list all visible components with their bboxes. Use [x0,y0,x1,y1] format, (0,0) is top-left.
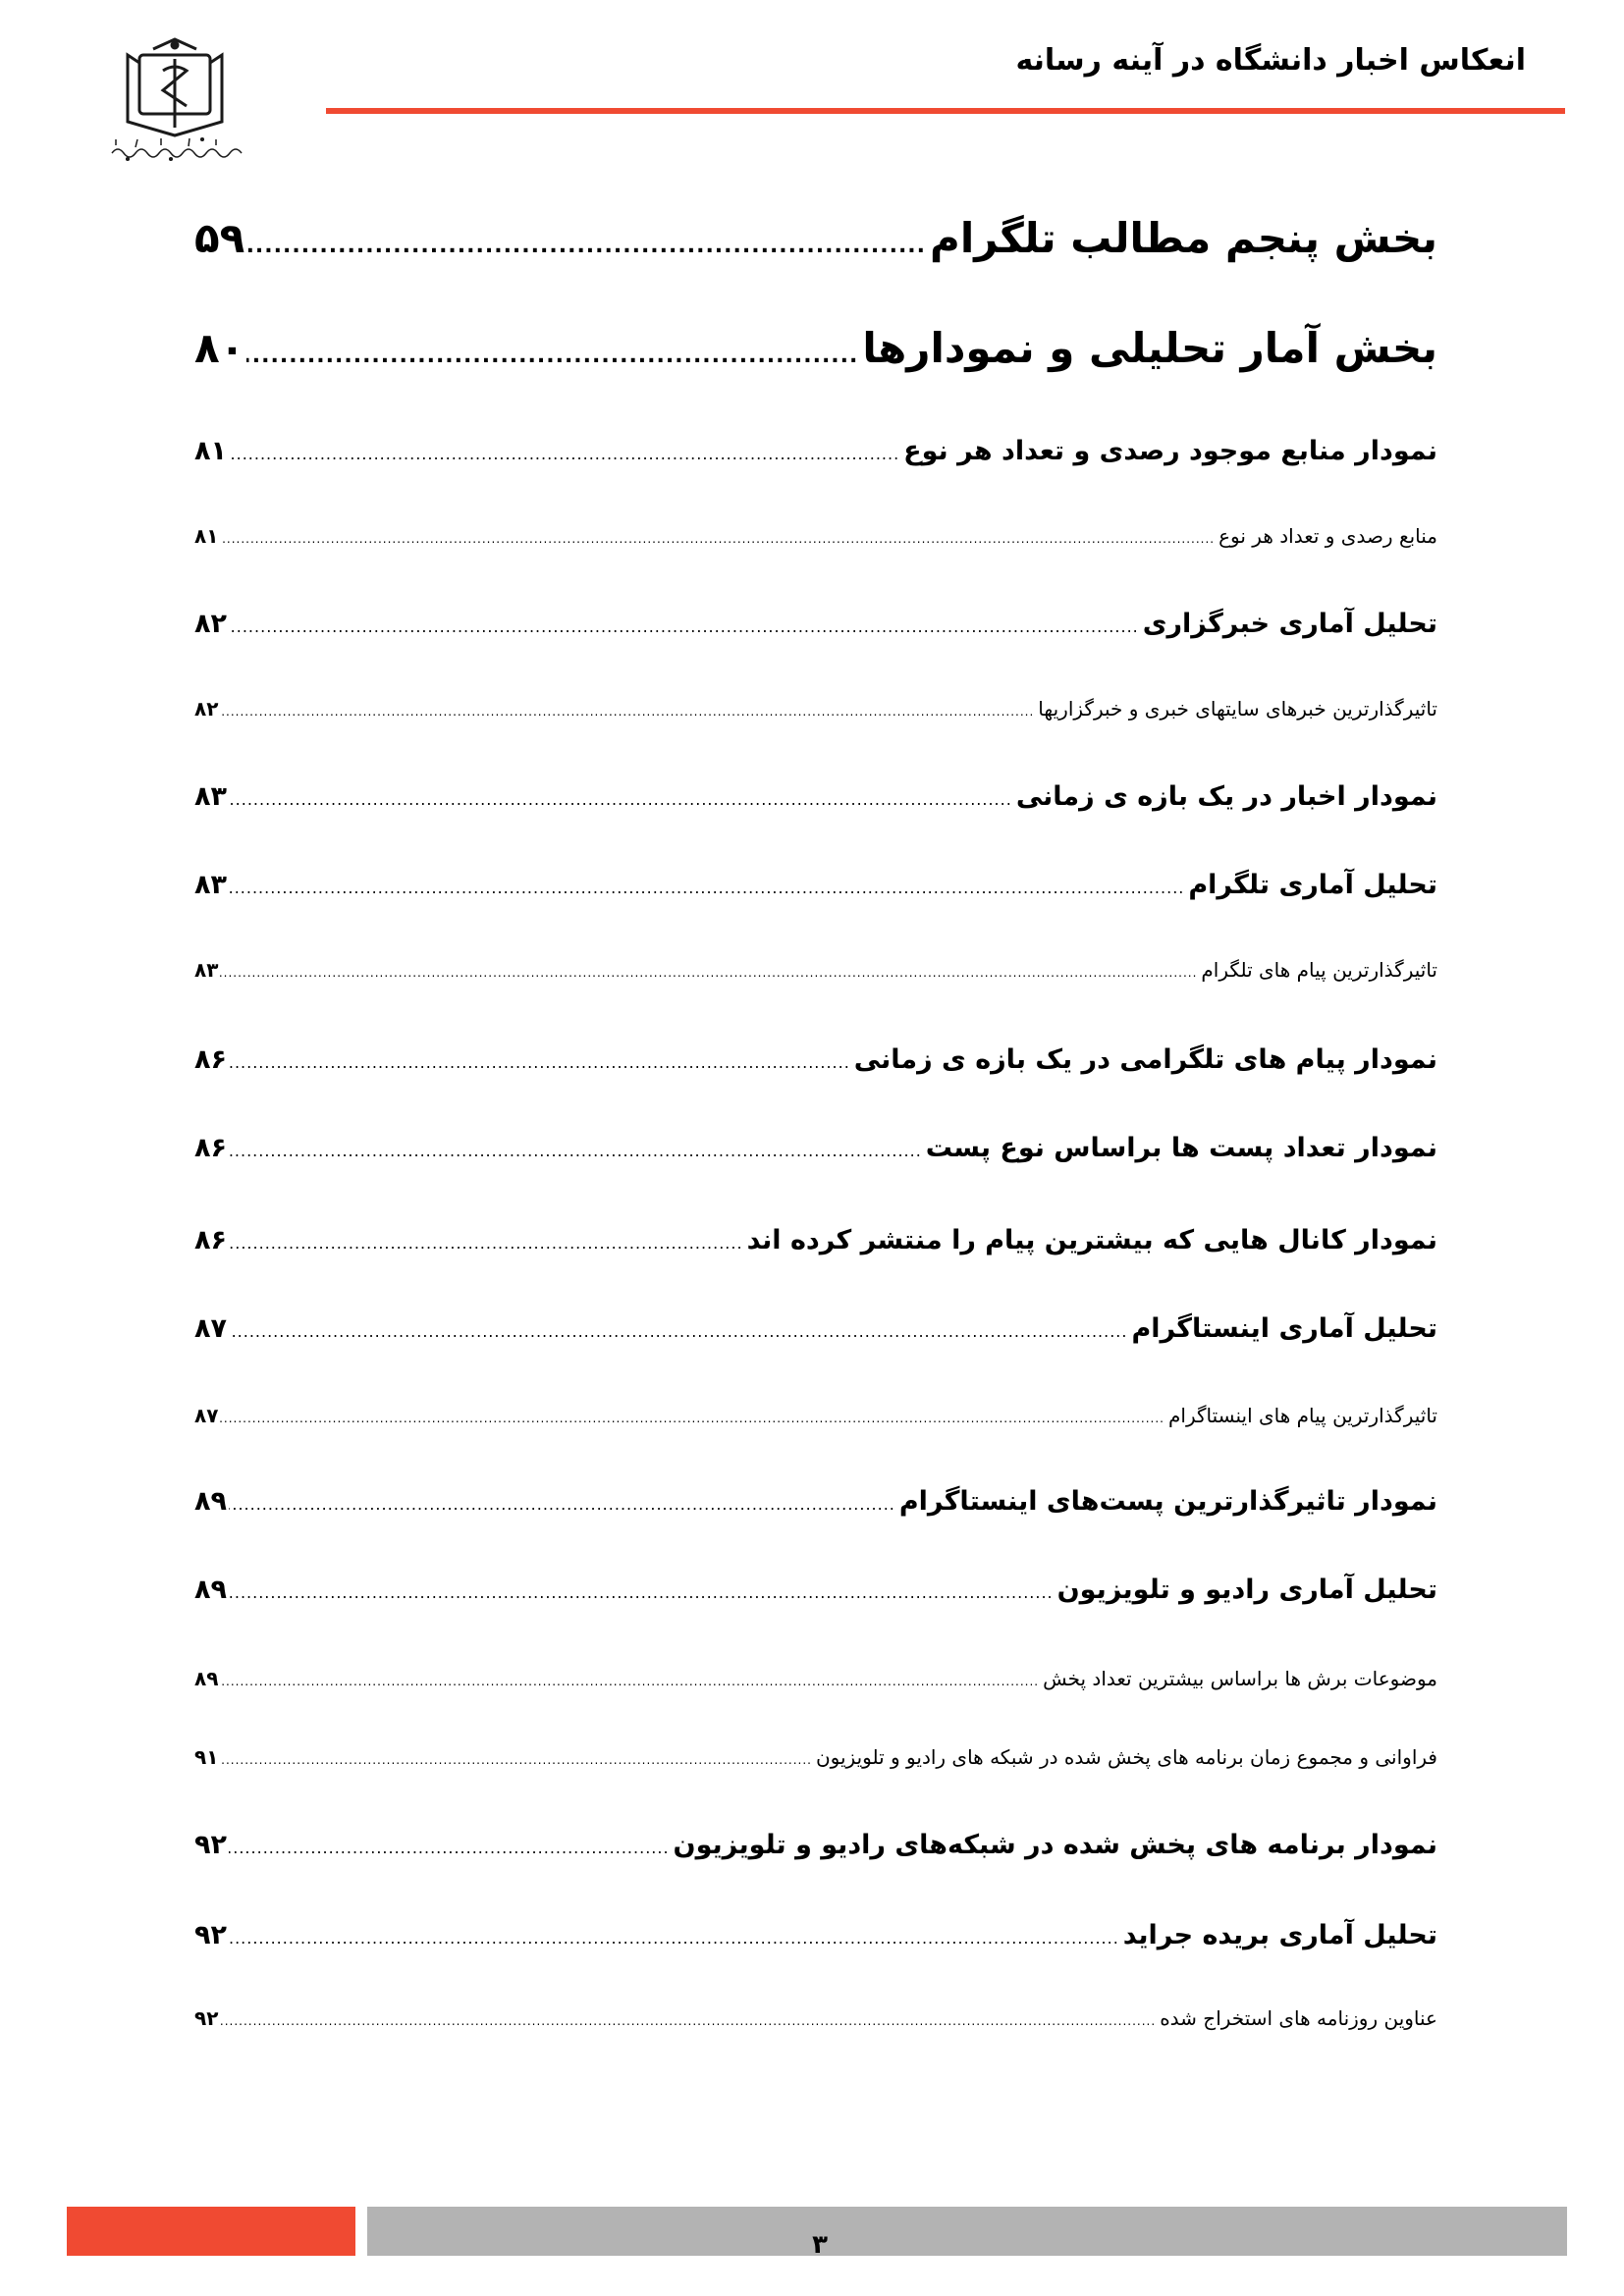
toc-dot-leader [229,617,1139,636]
toc-page-number: ۸۶ [194,1133,227,1163]
toc-entry-title: عناوین روزنامه های استخراج شده [1160,2006,1437,2030]
toc-entry[interactable] [194,2006,1437,2030]
toc-page-number: ۹۲ [194,1830,227,1860]
toc-entry[interactable] [194,1667,1437,1690]
toc-page-number: ۸۲ [194,609,227,639]
toc-entry[interactable] [194,958,1437,982]
toc-entry-title: تاثیرگذارترین پیام های تلگرام [1201,958,1437,982]
toc-entry[interactable] [194,1830,1437,1860]
toc-dot-leader [229,1053,850,1072]
toc-entry-title: نمودار منابع موجود رصدی و تعداد هر نوع [903,436,1437,466]
toc-entry-title: تحلیل آماری خبرگزاری [1142,609,1437,639]
toc-entry[interactable] [194,1745,1437,1769]
toc-entry[interactable] [194,1313,1437,1344]
toc-dot-leader [229,1839,670,1857]
toc-dot-leader [229,1142,922,1160]
toc-entry-title: نمودار کانال هایی که بیشترین پیام را منتشر کرده اند [746,1225,1437,1255]
toc-dot-leader [220,532,1215,546]
toc-entry-title: فراوانی و مجموع زمان برنامه های پخش شده در شبکه های رادیو و تلویزیون [815,1745,1437,1769]
toc-entry-title: نمودار اخبار در یک بازه ی زمانی [1015,781,1437,812]
toc-dot-leader [229,790,1012,809]
toc-entry-title: موضوعات برش ها براساس بیشترین تعداد پخش [1043,1667,1437,1690]
toc-page-number: ۸۷ [194,1404,219,1427]
toc-entry[interactable] [194,324,1437,372]
toc-dot-leader [229,1322,1128,1341]
toc-page-number: ۸۳ [194,958,219,982]
toc-dot-leader [220,1412,1164,1425]
toc-page-number: ۹۲ [194,1920,227,1950]
footer-accent-bar [67,2207,355,2256]
toc-dot-leader [229,879,1184,897]
toc-entry-title: تحلیل آماری بریده جراید [1122,1920,1437,1950]
toc-dot-leader [229,445,899,463]
toc-entry-title: نمودار برنامه های پخش شده در شبکه‌های رادیو و تلویزیون [673,1830,1437,1860]
toc-page-number: ۸۱ [194,524,219,548]
toc-dot-leader [246,344,858,368]
toc-page-number: ۸۳ [194,870,227,900]
toc-dot-leader [220,705,1034,719]
toc-entry[interactable] [194,870,1437,900]
page-number: ۳ [812,2230,828,2260]
toc-page-number: ۹۱ [194,1745,219,1769]
toc-entry-title: منابع رصدی و تعداد هر نوع [1218,524,1437,548]
toc-page-number: ۸۷ [194,1313,227,1344]
toc-dot-leader [220,1675,1039,1688]
toc-entry-title: تاثیرگذارترین خبرهای سایتهای خبری و خبرگزاریها [1038,697,1437,721]
toc-entry[interactable] [194,524,1437,548]
toc-page-number: ۸۹ [194,1667,219,1690]
toc-dot-leader [246,234,926,258]
toc-dot-leader [229,1583,1054,1602]
toc-entry-title: تحلیل آماری اینستاگرام [1131,1313,1437,1344]
toc-page-number: ۹۲ [194,2006,219,2030]
toc-entry[interactable] [194,436,1437,466]
toc-entry[interactable] [194,697,1437,721]
toc-entry-title: تحلیل آماری تلگرام [1188,870,1437,900]
toc-dot-leader [229,1929,1119,1948]
toc-page-number: ۸۶ [194,1044,227,1075]
toc-entry[interactable] [194,1575,1437,1605]
toc-page-number: ۸۹ [194,1486,227,1517]
toc-entry-title: نمودار پیام های تلگرامی در یک بازه ی زمانی [853,1044,1437,1075]
toc-entry[interactable] [194,1920,1437,1950]
document-header-title: انعکاس اخبار دانشگاه در آینه رسانه [1015,43,1526,78]
toc-entry[interactable] [194,1486,1437,1517]
toc-entry-title: نمودار تعداد پست ها براساس نوع پست [925,1133,1437,1163]
toc-entry[interactable] [194,1133,1437,1163]
toc-entry-title: تاثیرگذارترین پیام های اینستاگرام [1168,1404,1437,1427]
toc-dot-leader [229,1495,895,1514]
toc-page-number: ۸۹ [194,1575,227,1605]
toc-page-number: ۵۹ [194,214,245,262]
toc-dot-leader [220,966,1197,980]
toc-page-number: ۸۲ [194,697,219,721]
toc-dot-leader [229,1234,743,1253]
toc-entry-title: نمودار تاثیرگذارترین پست‌های اینستاگرام [898,1486,1437,1517]
toc-dot-leader [220,2014,1156,2028]
toc-entry-title: بخش پنجم مطالب تلگرام [930,214,1437,262]
toc-entry-title: تحلیل آماری رادیو و تلویزیون [1056,1575,1437,1605]
toc-entry[interactable] [194,781,1437,812]
toc-entry[interactable] [194,1404,1437,1427]
toc-entry[interactable] [194,214,1437,262]
toc-entry-title: بخش آمار تحلیلی و نمودارها [862,324,1437,372]
toc-page-number: ۸۱ [194,436,227,466]
toc-dot-leader [220,1753,812,1767]
toc-page-number: ۸۶ [194,1225,227,1255]
toc-page-number: ۸۰ [194,324,245,372]
footer-gray-bar [367,2207,1567,2256]
toc-entry[interactable] [194,609,1437,639]
toc-entry[interactable] [194,1225,1437,1255]
toc-page-number: ۸۳ [194,781,227,812]
toc-entry[interactable] [194,1044,1437,1075]
